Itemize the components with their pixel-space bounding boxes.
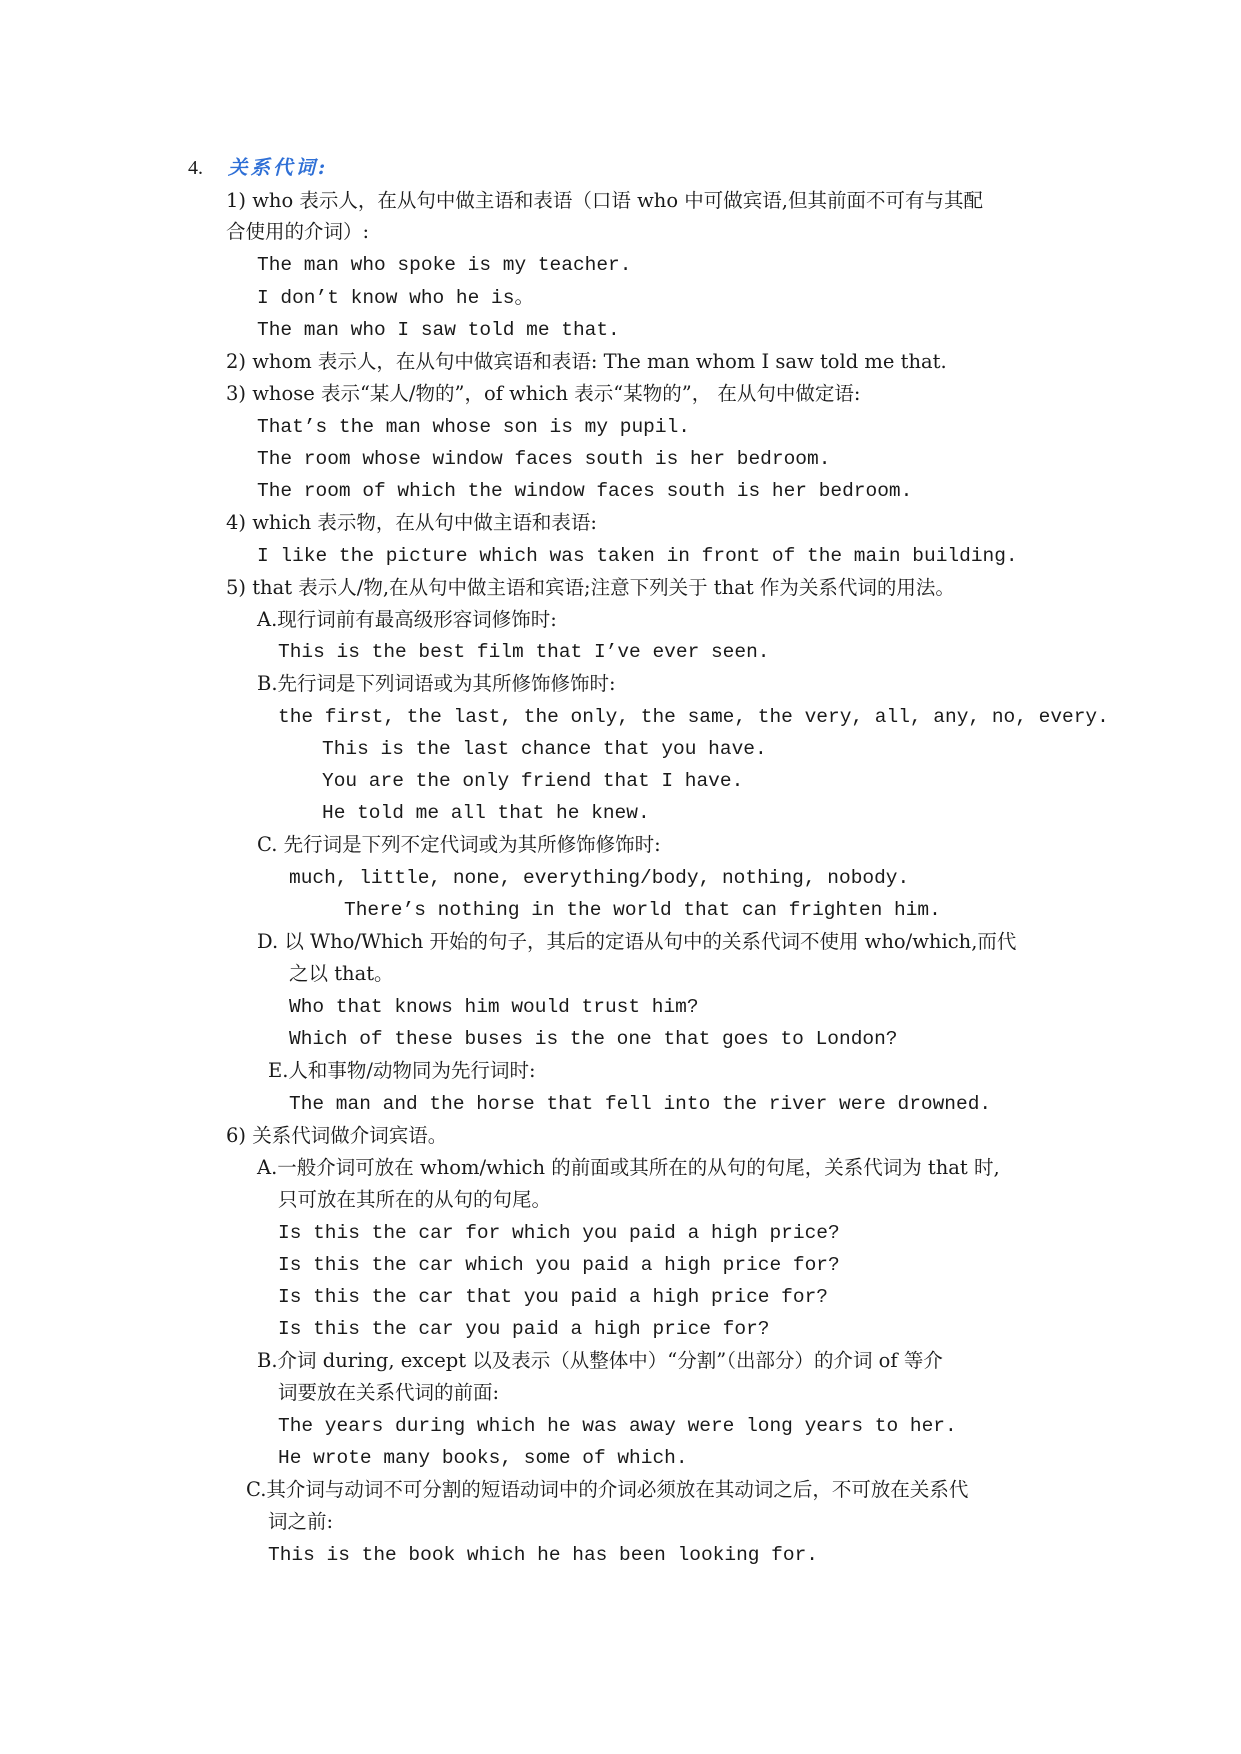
example-line: The man who I saw told me that.	[257, 319, 620, 341]
item-4-text: 4) which 表示物，在从句中做主语和表语:	[226, 511, 597, 534]
item-6-text: 6) 关系代词做介词宾语。	[226, 1124, 448, 1147]
sub-item-b-text: B.先行词是下列词语或为其所修饰修饰时:	[257, 672, 616, 695]
example-line: Is this the car for which you paid a high price?	[278, 1222, 840, 1244]
item-5-text: 5) that 表示人/物,在从句中做主语和宾语;注意下列关于 that 作为关系代词的用法。	[226, 576, 955, 599]
item-1-text-cont: 合使用的介词）:	[226, 220, 370, 243]
section-title: 关系代词:	[228, 156, 329, 179]
item-2-text: 2) whom 表示人，在从句中做宾语和表语: The man whom I saw told me that.	[226, 350, 947, 373]
example-line: Is this the car you paid a high price for?	[278, 1318, 770, 1340]
sub-item-c-text-cont: 词之前:	[268, 1510, 334, 1533]
item-1-text: 1) who 表示人，在从句中做主语和表语（口语 who 中可做宾语,但其前面不可有与其配	[226, 189, 983, 212]
example-line: There’s nothing in the world that can frighten him.	[344, 899, 941, 921]
example-line: He wrote many books, some of which.	[278, 1447, 688, 1469]
example-line: The room of which the window faces south is her bedroom.	[257, 480, 913, 502]
example-line: This is the best film that I’ve ever seen.	[278, 641, 770, 663]
sub-item-a-text: A.一般介词可放在 whom/which 的前面或其所在的从句的句尾，关系代词为 that 时,	[257, 1156, 1000, 1179]
sub-item-d-text-cont: 之以 that。	[289, 962, 394, 985]
item-3-text: 3) whose 表示“某人/物的”，of which 表示“某物的”， 在从句中做定语:	[226, 382, 861, 405]
example-line: The man and the horse that fell into the river were drowned.	[289, 1093, 992, 1115]
sub-item-a-text-cont: 只可放在其所在的从句的句尾。	[278, 1188, 552, 1211]
example-line: Is this the car which you paid a high price for?	[278, 1254, 840, 1276]
example-line: You are the only friend that I have.	[322, 770, 744, 792]
example-line: Which of these buses is the one that goes to London?	[289, 1028, 898, 1050]
example-line: That’s the man whose son is my pupil.	[257, 416, 690, 438]
example-line: This is the last chance that you have.	[322, 738, 767, 760]
sub-item-e-text: E.人和事物/动物同为先行词时:	[268, 1059, 536, 1082]
example-line: Who that knows him would trust him?	[289, 996, 699, 1018]
example-line: I don’t know who he is。	[257, 287, 534, 309]
sub-item-c-text: C. 先行词是下列不定代词或为其所修饰修饰时:	[257, 833, 661, 856]
sub-item-c-text: C.其介词与动词不可分割的短语动词中的介词必须放在其动词之后，不可放在关系代	[246, 1478, 969, 1501]
word-list: much, little, none, everything/body, nothing, nobody.	[289, 867, 910, 889]
example-line: Is this the car that you paid a high price for?	[278, 1286, 828, 1308]
example-line: The years during which he was away were long years to her.	[278, 1415, 957, 1437]
example-line: The room whose window faces south is her bedroom.	[257, 448, 831, 470]
example-line: The man who spoke is my teacher.	[257, 254, 632, 276]
sub-item-a-text: A.现行词前有最高级形容词修饰时:	[257, 608, 557, 631]
example-line: I like the picture which was taken in front of the main building.	[257, 545, 1018, 567]
sub-item-b-text-cont: 词要放在关系代词的前面:	[278, 1381, 500, 1404]
sub-item-b-text: B.介词 during, except 以及表示（从整体中）“分割”（出部分）的介词 of 等介	[257, 1349, 943, 1372]
word-list: the first, the last, the only, the same, the very, all, any, no, every.	[278, 706, 1109, 728]
sub-item-d-text: D. 以 Who/Which 开始的句子，其后的定语从句中的关系代词不使用 who/which,而代	[257, 930, 1017, 953]
example-line: This is the book which he has been looking for.	[268, 1544, 818, 1566]
example-line: He told me all that he knew.	[322, 802, 650, 824]
section-number: 4.	[188, 157, 203, 179]
